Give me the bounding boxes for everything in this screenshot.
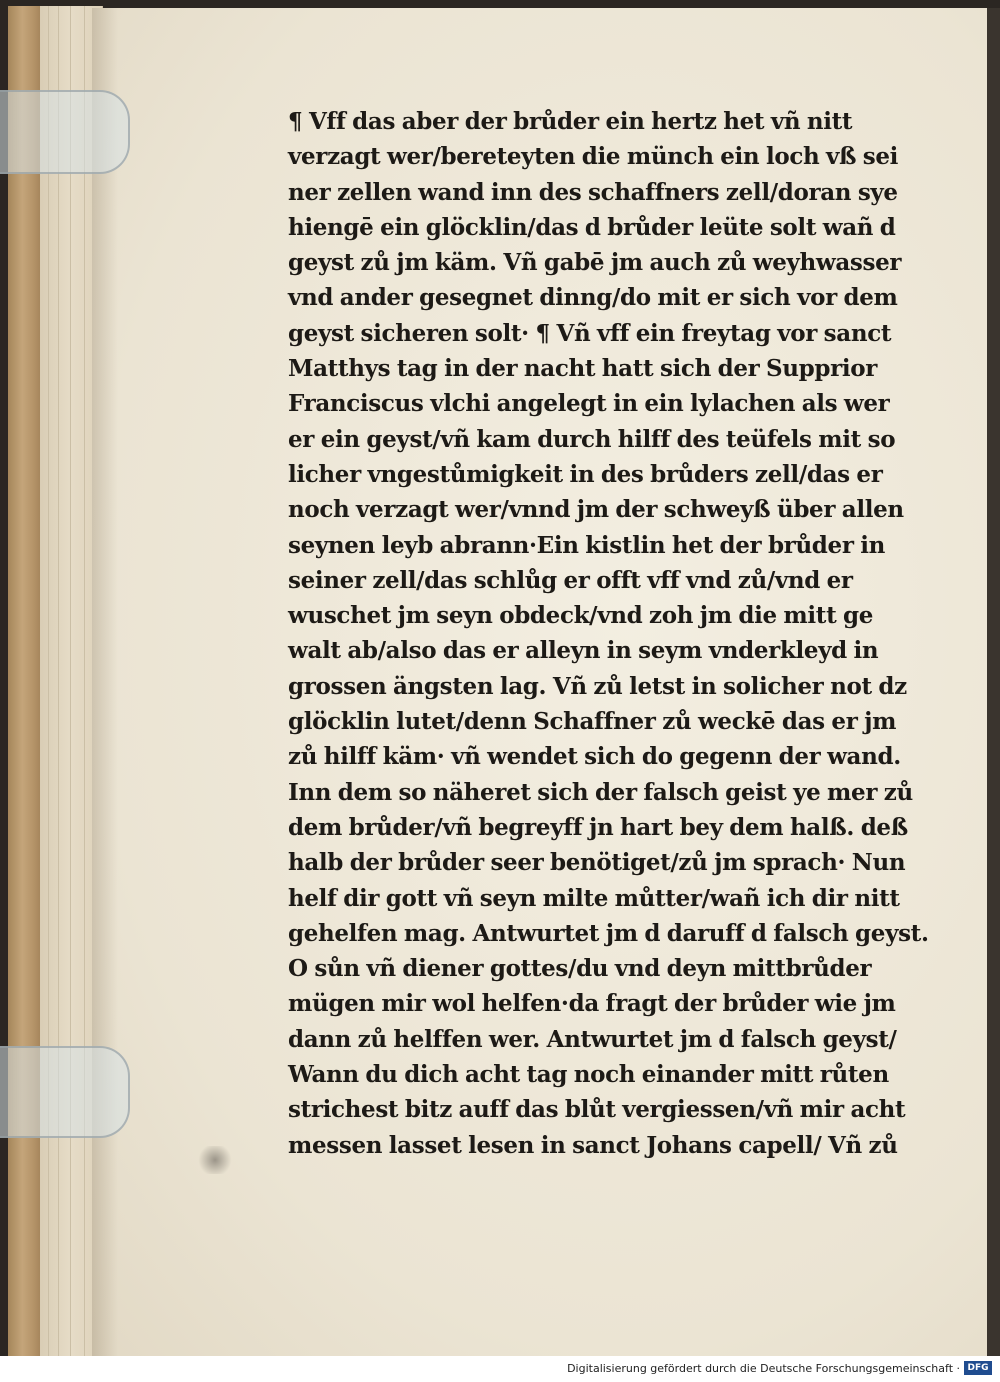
text-line: walt ab/also das er alleyn in seym vnderkleyd in (288, 637, 879, 665)
text-line: Inn dem so näheret sich der falsch geist ye mer zů (288, 778, 913, 806)
text-line: er ein geyst/vñ kam durch hilff des teüfels mit so (288, 425, 896, 453)
plastic-clip-bottom (0, 1046, 130, 1138)
text-line: Matthys tag in der nacht hatt sich der Supprior (288, 355, 878, 383)
text-line: ner zellen wand inn des schaffners zell/doran sye (288, 178, 898, 206)
text-line: messen lasset lesen in sanct Johans capell/ Vñ zů (288, 1131, 898, 1159)
text-line: wuschet jm seyn obdeck/vnd zoh jm die mitt ge (288, 602, 874, 630)
ink-smudge (196, 1146, 234, 1174)
right-page-edge (987, 8, 1000, 1356)
gutter-shadow (92, 8, 118, 1356)
plastic-clip-top (0, 90, 130, 174)
text-line: geyst sicheren solt· ¶ Vñ vff ein freytag vor sanct (288, 319, 892, 347)
digitization-credit: Digitalisierung gefördert durch die Deutsche Forschungsgemeinschaft · (567, 1362, 960, 1375)
text-line: hiengē ein glöcklin/das d brůder leüte solt wañ d (288, 213, 896, 241)
text-line: zů hilff käm· vñ wendet sich do gegenn der wand. (288, 743, 901, 771)
text-line: vnd ander gesegnet dinng/do mit er sich vor dem (288, 284, 898, 312)
text-line: Franciscus vlchi angelegt in ein lylachen als wer (288, 390, 890, 418)
text-line: geyst zů jm käm. Vñ gabē jm auch zů weyhwasser (288, 249, 902, 277)
text-line: helf dir gott vñ seyn milte můtter/wañ ich dir nitt (288, 884, 900, 912)
text-line: ¶ Vff das aber der brůder ein hertz het vñ nitt (288, 108, 853, 135)
text-line: noch verzagt wer/vnnd jm der schweyß über allen (288, 496, 904, 524)
text-line: dem brůder/vñ begreyff jn hart bey dem halß. deß (288, 813, 908, 841)
page-text-block (288, 104, 928, 1163)
text-line: seynen leyb abrann·Ein kistlin het der brůder in (288, 531, 886, 559)
book-binding-edge (8, 6, 44, 1356)
text-line: seiner zell/das schlůg er offt vff vnd zů/vnd er (288, 566, 853, 594)
text-line: mügen mir wol helfen·da fragt der brůder wie jm (288, 990, 896, 1018)
text-line: strichest bitz auff das blůt vergiessen/vñ mir acht (288, 1096, 906, 1124)
text-line: O sůn vñ diener gottes/du vnd deyn mittbrůder (288, 955, 872, 983)
text-line: verzagt wer/bereteyten die münch ein loch vß sei (288, 143, 899, 171)
text-line: Wann du dich acht tag noch einander mitt růten (288, 1061, 889, 1089)
text-line: grossen ängsten lag. Vñ zů letst in solicher not dz (288, 672, 907, 700)
text-line: gehelfen mag. Antwurtet jm d daruff d falsch geyst. (288, 919, 929, 947)
text-line: dann zů helffen wer. Antwurtet jm d falsch geyst/ (288, 1025, 897, 1053)
text-line: glöcklin lutet/denn Schaffner zů weckē das er jm (288, 708, 897, 736)
text-line: halb der brůder seer benötiget/zů jm sprach· Nun (288, 849, 906, 877)
text-line: licher vngestůmigkeit in des brůders zell/das er (288, 460, 883, 488)
dfg-logo: DFG (964, 1361, 992, 1375)
